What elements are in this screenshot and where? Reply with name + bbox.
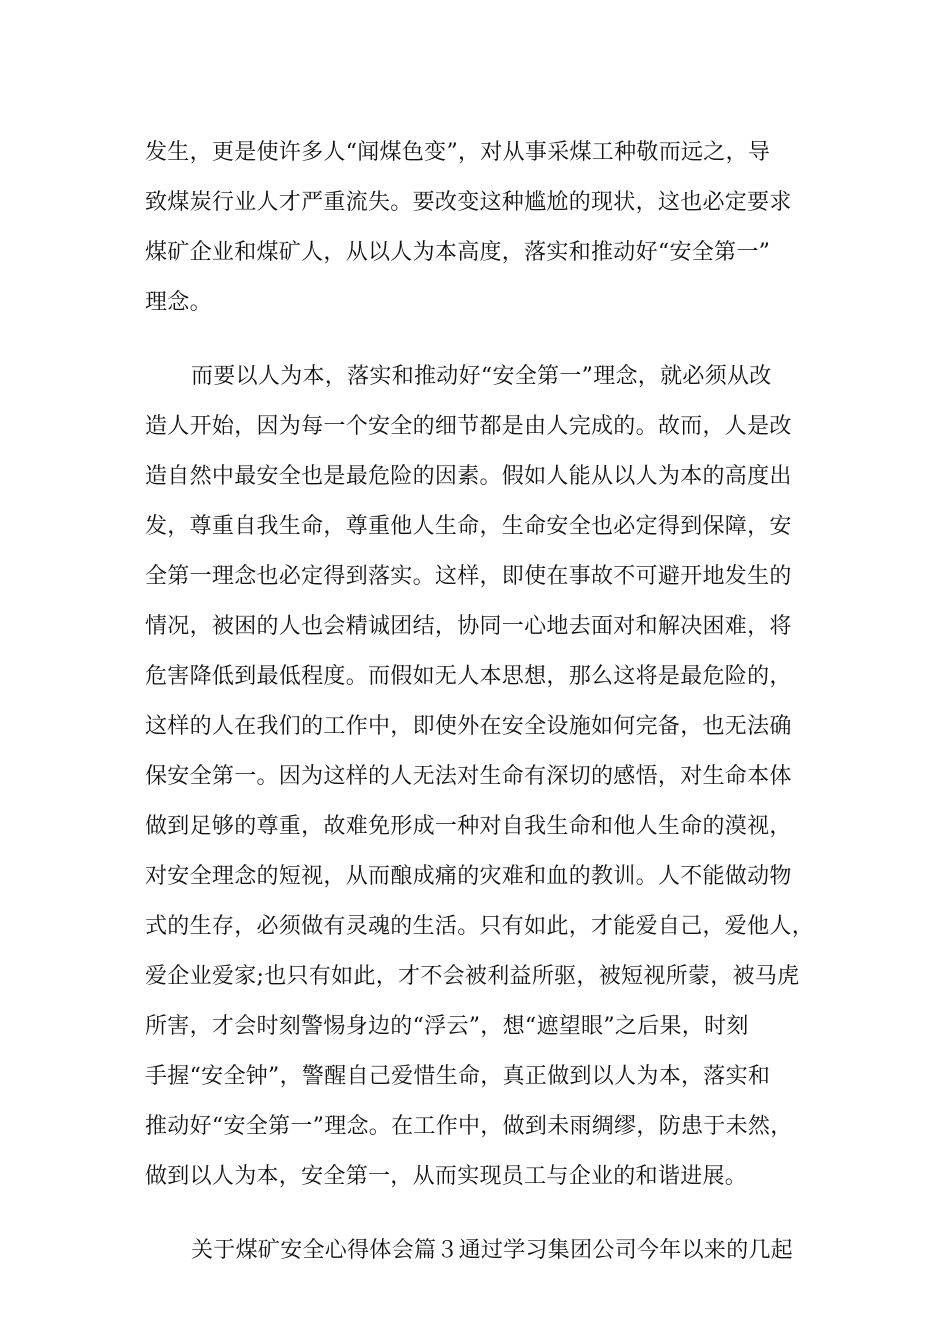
text-line: 所害，才会时刻警惕身边的“浮云”，想“遮望眼”之后果，时刻	[145, 1014, 749, 1039]
text-line: 式的生存，必须做有灵魂的生活。只有如此，才能爱自己，爱他人，	[145, 914, 815, 939]
text-line: 做到足够的尊重，故难免形成一种对自我生命和他人生命的漠视，	[145, 814, 792, 839]
text-line: 爱企业爱家;也只有如此，才不会被利益所驱，被短视所蒙，被马虎	[145, 964, 800, 989]
paragraph-3	[145, 1226, 825, 1276]
paragraph-1	[145, 128, 825, 328]
text-line: 煤矿企业和煤矿人，从以人为本高度，落实和推动好“安全第一”	[145, 240, 771, 265]
text-line: 发生，更是使许多人“闻煤色变”，对从事采煤工种敬而远之，导	[145, 140, 771, 165]
body-text	[145, 128, 825, 1276]
paragraph-spacer	[145, 1202, 825, 1226]
text-line: 保安全第一。因为这样的人无法对生命有深切的感悟，对生命本体	[145, 764, 792, 789]
text-line: 这样的人在我们的工作中，即使外在安全设施如何完备，也无法确	[145, 714, 792, 739]
text-line: 关于煤矿安全心得体会篇３通过学习集团公司今年以来的几起	[191, 1238, 794, 1263]
text-line: 对安全理念的短视，从而酿成痛的灾难和血的教训。人不能做动物	[145, 864, 792, 889]
text-line: 全第一理念也必定得到落实。这样，即使在事故不可避开地发生的	[145, 564, 792, 589]
paragraph-spacer	[145, 328, 825, 352]
text-line: 推动好“安全第一”理念。在工作中，做到未雨绸缪，防患于未然，	[145, 1114, 793, 1139]
paragraph-2	[145, 352, 825, 1202]
text-line: 理念。	[145, 290, 212, 315]
text-line: 而要以人为本，落实和推动好“安全第一”理念，就必须从改	[191, 364, 772, 389]
text-line: 致煤炭行业人才严重流失。要改变这种尴尬的现状，这也必定要求	[145, 190, 792, 215]
text-line: 做到以人为本，安全第一，从而实现员工与企业的和谐进展。	[145, 1164, 748, 1189]
text-line: 危害降低到最低程度。而假如无人本思想，那么这将是最危险的，	[145, 664, 792, 689]
text-line: 造自然中最安全也是最危险的因素。假如人能从以人为本的高度出	[145, 464, 792, 489]
text-line: 发，尊重自我生命，尊重他人生命，生命安全也必定得到保障，安	[145, 514, 792, 539]
text-line: 造人开始，因为每一个安全的细节都是由人完成的。故而，人是改	[145, 414, 792, 439]
text-line: 情况，被困的人也会精诚团结，协同一心地去面对和解决困难，将	[145, 614, 792, 639]
text-line: 手握“安全钟”，警醒自己爱惜生命，真正做到以人为本，落实和	[145, 1064, 771, 1089]
